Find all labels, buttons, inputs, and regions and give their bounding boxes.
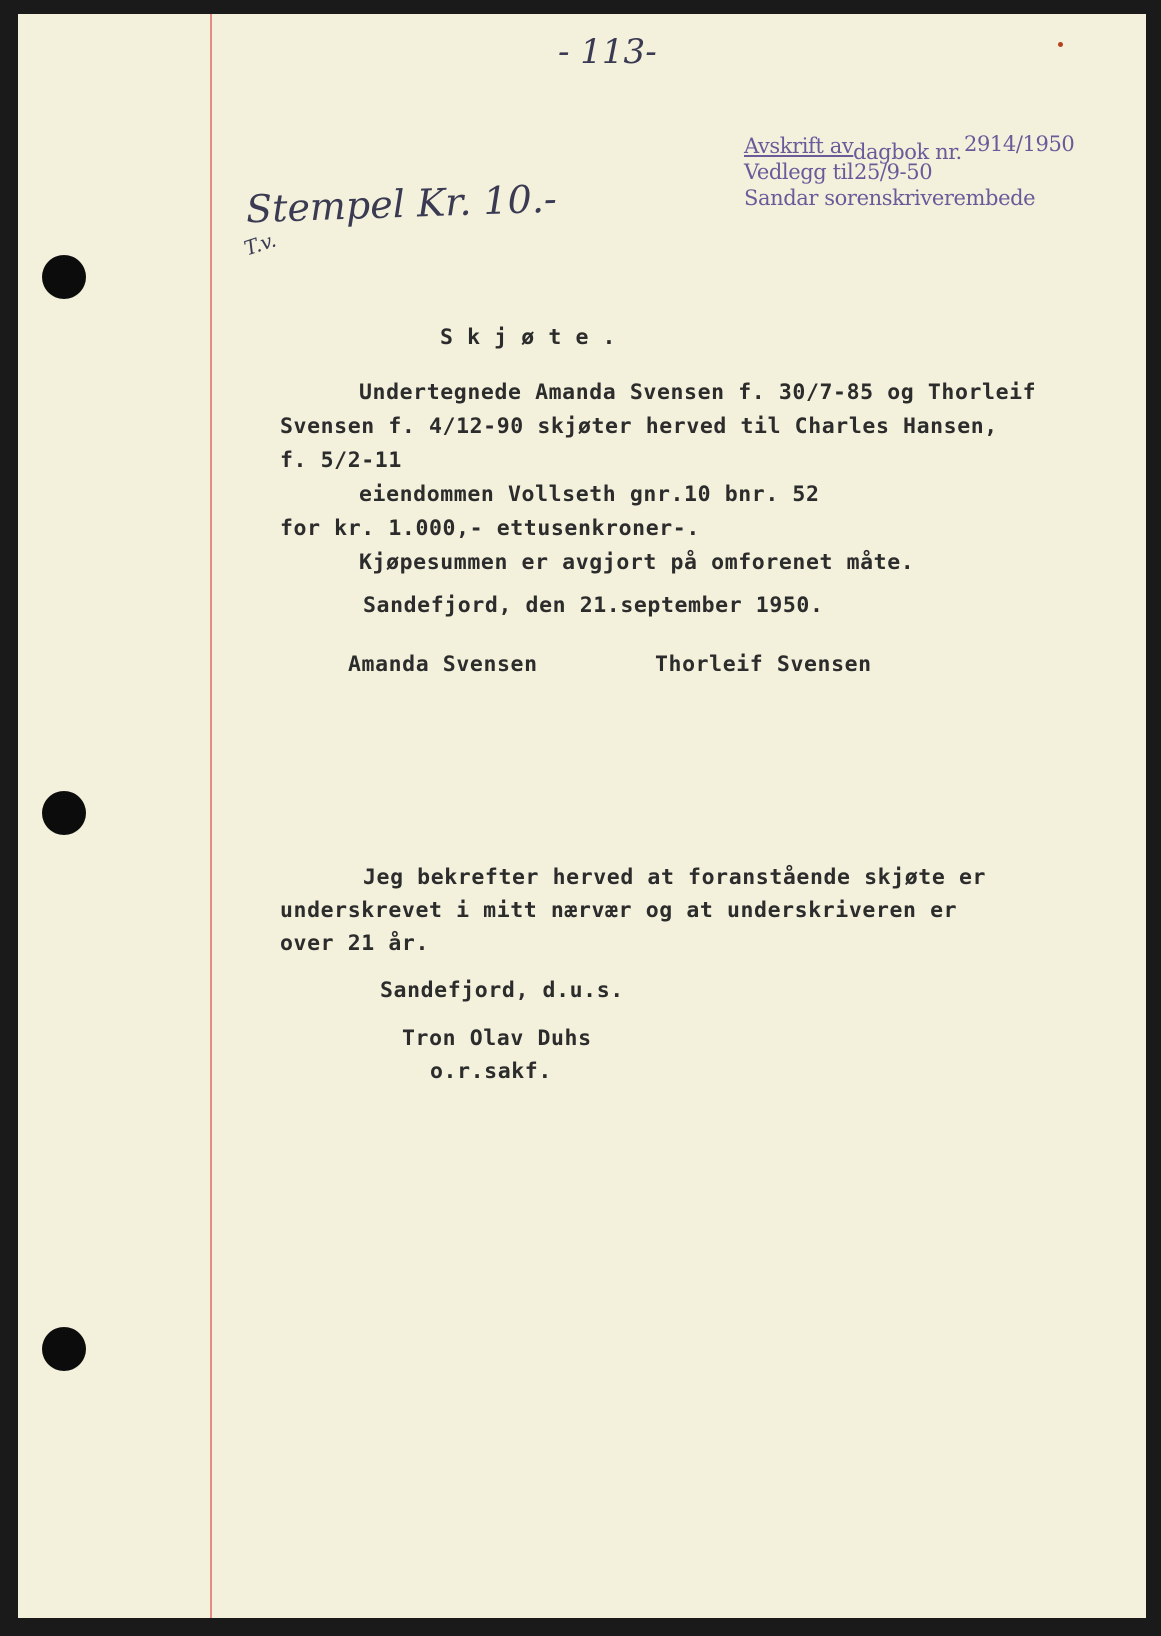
ink-dot (1058, 42, 1063, 47)
stamp-value-vedlegg: 25/9-50 (854, 160, 933, 184)
deed-line: Svensen f. 4/12-90 skjøter herved til Charles Hansen, (280, 414, 998, 439)
seller-signature: Thorleif Svensen (655, 652, 872, 677)
punch-hole (42, 255, 86, 299)
deed-date: Sandefjord, den 21.september 1950. (363, 593, 824, 618)
deed-line: for kr. 1.000,- ettusenkroner-. (280, 516, 700, 541)
witness-place-date: Sandefjord, d.u.s. (380, 978, 624, 1003)
handwritten-initials: T.v. (241, 227, 279, 261)
deed-line: eiendommen Vollseth gnr.10 bnr. 52 (359, 482, 820, 507)
witness-line: over 21 år. (280, 931, 429, 956)
witness-line: Jeg bekrefter herved at foranstående skjøte er (363, 865, 987, 890)
handwritten-stamp-note: Stempel Kr. 10.- (245, 176, 558, 232)
witness-name: Tron Olav Duhs (402, 1026, 592, 1051)
stamp-label-vedlegg: Vedlegg til (744, 160, 854, 184)
stamp-value-dagbok: 2914/1950 (964, 132, 1075, 156)
witness-title: o.r.sakf. (430, 1059, 552, 1084)
punch-hole (42, 1327, 86, 1371)
stamp-office: Sandar sorenskriverembede (744, 186, 1036, 210)
page-number: - 113- (558, 32, 657, 72)
punch-hole (42, 791, 86, 835)
document-page (18, 14, 1146, 1618)
deed-title: S k j ø t e . (440, 325, 617, 350)
seller-signature: Amanda Svensen (348, 652, 538, 677)
stamp-label-dagbok: dagbok nr. (853, 140, 962, 164)
stamp-label-avskrift: Avskrift av (744, 134, 854, 158)
deed-line: f. 5/2-11 (280, 448, 402, 473)
witness-line: underskrevet i mitt nærvær og at underskriveren er (280, 898, 958, 923)
deed-line: Undertegnede Amanda Svensen f. 30/7-85 og Thorleif (359, 380, 1037, 405)
deed-line: Kjøpesummen er avgjort på omforenet måte. (359, 550, 915, 575)
margin-line (210, 14, 212, 1618)
